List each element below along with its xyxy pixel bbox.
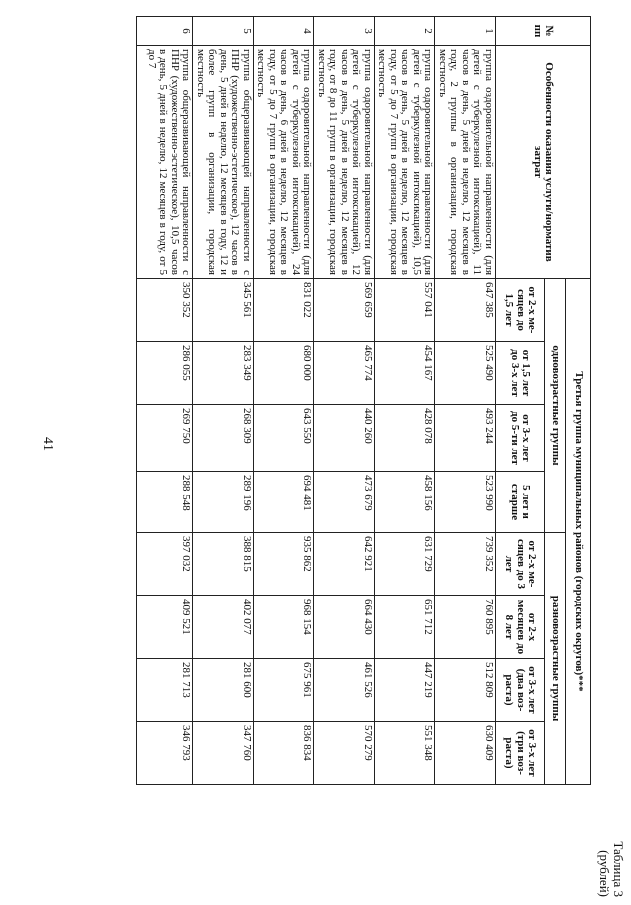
cost-value: 523 990 (435, 472, 496, 533)
cost-value: 664 430 (314, 596, 375, 659)
column-header: 5 лет и старше (496, 472, 545, 533)
cost-value: 428 078 (375, 405, 436, 472)
row-number: 3 (314, 17, 375, 46)
cost-value: 388 815 (193, 533, 254, 596)
cost-value: 402 077 (193, 596, 254, 659)
cost-value: 346 793 (137, 722, 193, 785)
table-unit: (рублей) (597, 850, 612, 897)
cost-value: 630 409 (435, 722, 496, 785)
cost-value: 557 041 (375, 279, 436, 342)
cost-value: 643 550 (254, 405, 315, 472)
row-number: 6 (137, 17, 193, 46)
table-title: Таблица 3 (611, 841, 626, 897)
table-row (193, 17, 254, 785)
cost-value: 288 548 (137, 472, 193, 533)
cost-value: 409 521 (137, 596, 193, 659)
cost-value: 283 349 (193, 342, 254, 405)
row-number: 4 (254, 17, 315, 46)
column-header: от 1,5 лет до 3-х лет (496, 342, 545, 405)
row-description: группа оздоровительной направленности (для детей с туберкулезной интоксикацией), 24 часов в день, 6 дней в неделю, 12 месяцев в году, от 5 до 7 групп в организации, городская местность (254, 46, 315, 279)
row-number: 2 (375, 17, 436, 46)
cost-value: 447 219 (375, 659, 436, 722)
table-row (254, 17, 315, 785)
table-caption (597, 841, 625, 897)
cost-value: 831 022 (254, 279, 315, 342)
cost-value: 347 760 (193, 722, 254, 785)
cost-value: 281 600 (193, 659, 254, 722)
column-header: от 3-х лет (два воз-раста) (496, 659, 545, 722)
cost-value: 569 659 (314, 279, 375, 342)
cost-value: 525 490 (435, 342, 496, 405)
column-header: от 2-х ме-сяцев до 3 лет (496, 533, 545, 596)
cost-value: 289 196 (193, 472, 254, 533)
header-group: Третья группа муниципальных районов (городских округов)*** (566, 279, 591, 785)
cost-value: 345 561 (193, 279, 254, 342)
cost-value: 551 348 (375, 722, 436, 785)
row-description: группа общеразвивающей направленности с ПНР (художественно-эстетическое), 10,5 часов в день, 5 дней в неделю, 12 месяцев в году, от 5 до 7 (137, 46, 193, 279)
table-row (137, 17, 193, 785)
row-number: 1 (435, 17, 496, 46)
cost-value: 461 526 (314, 659, 375, 722)
cost-value: 647 385 (435, 279, 496, 342)
column-header: от 3-х лет до 5-ти лет (496, 405, 545, 472)
table-row (435, 17, 496, 785)
column-header: от 2-х ме-сяцев до 1,5 лет (496, 279, 545, 342)
row-number: 5 (193, 17, 254, 46)
cost-table (137, 16, 592, 785)
cost-value: 493 244 (435, 405, 496, 472)
column-header: от 3-х лет (три воз-раста) (496, 722, 545, 785)
cost-value: 968 154 (254, 596, 315, 659)
row-description: группа оздоровительной направленности (для детей с туберкулезной интоксикацией), 12 часов в день, 5 дней в неделю, 12 месяцев в году, от 8 до 11 групп в организации, городская местность (314, 46, 375, 279)
header-single-age: одновозрастные группы (545, 279, 566, 533)
cost-value: 454 167 (375, 342, 436, 405)
cost-value: 760 895 (435, 596, 496, 659)
cost-value: 642 921 (314, 533, 375, 596)
cost-value: 268 309 (193, 405, 254, 472)
cost-value: 465 774 (314, 342, 375, 405)
cost-value: 935 862 (254, 533, 315, 596)
cost-value: 739 352 (435, 533, 496, 596)
table-body (137, 17, 496, 785)
row-description: группа общеразвивающей направленности с ПНР (художественно-эстетическое), 12 часов в день, 5 дней в неделю, 12 месяцев в году, 12 и более групп в организации, городская местность (193, 46, 254, 279)
cost-value: 397 032 (137, 533, 193, 596)
table-row (375, 17, 436, 785)
header-mixed-age: разновозрастные группы (545, 533, 566, 785)
cost-value: 836 834 (254, 722, 315, 785)
column-header: от 2-х месяцев до 8 лет (496, 596, 545, 659)
cost-value: 570 279 (314, 722, 375, 785)
cost-value: 512 809 (435, 659, 496, 722)
row-description: группа оздоровительной направленности (для детей с туберкулезной интоксикацией), 10,5 часов в день, 5 дней в неделю, 12 месяцев в году, от 5 до 7 групп в организации, городская местность (375, 46, 436, 279)
header-feature: Особенности оказания услуги/норматив затрат (496, 46, 591, 279)
cost-value: 350 352 (137, 279, 193, 342)
cost-value: 473 679 (314, 472, 375, 533)
cost-value: 458 156 (375, 472, 436, 533)
cost-value: 286 055 (137, 342, 193, 405)
row-description: группа оздоровительной направленности (для детей с туберкулезной интоксикацией), 11 часов в день, 5 дней в неделю, 12 месяцев в году, 2 группы в организации, городская местность (435, 46, 496, 279)
cost-value: 281 713 (137, 659, 193, 722)
cost-value: 694 481 (254, 472, 315, 533)
cost-value: 269 750 (137, 405, 193, 472)
cost-value: 631 729 (375, 533, 436, 596)
table-row (314, 17, 375, 785)
header-no: № пп (496, 17, 591, 46)
cost-value: 651 712 (375, 596, 436, 659)
cost-value: 675 961 (254, 659, 315, 722)
cost-value: 680 000 (254, 342, 315, 405)
page-number: 41 (40, 437, 55, 451)
cost-value: 440 260 (314, 405, 375, 472)
